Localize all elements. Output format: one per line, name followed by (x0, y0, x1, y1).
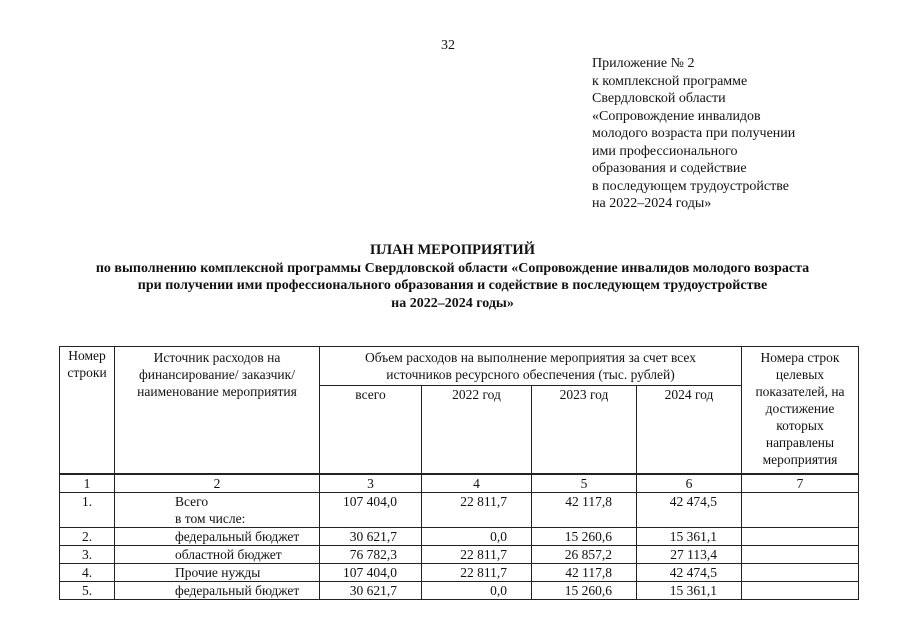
plan-table (59, 346, 859, 600)
appendix-line: на 2022–2024 годы» (592, 196, 712, 211)
header-targets: Номера строк целевых показателей, на достижение которых направлены мероприятия (742, 347, 859, 474)
header-2022: 2022 год (422, 386, 532, 474)
row-total: 107 404,0 (320, 492, 422, 527)
appendix-line: образования и содействие (592, 161, 747, 176)
table-row (60, 581, 859, 599)
row-total: 30 621,7 (320, 581, 422, 599)
appendix-block (592, 55, 852, 213)
column-index: 1 (60, 474, 115, 493)
column-index-row (60, 474, 859, 493)
appendix-line: в последующем трудоустройстве (592, 178, 789, 194)
row-2022: 22 811,7 (422, 563, 532, 581)
header-2024: 2024 год (637, 386, 742, 474)
title-line: при получении ими профессионального образования и содействие в последующем трудоустройстве (137, 278, 768, 293)
row-targets (742, 527, 859, 545)
row-name: областной бюджет (115, 545, 320, 563)
header-source: Источник расходов на финансирование/ заказчик/наименование мероприятия (115, 347, 320, 474)
document-title (40, 242, 865, 312)
row-2023: 15 260,6 (532, 527, 637, 545)
row-2023: 42 117,8 (532, 563, 637, 581)
header-2023: 2023 год (532, 386, 637, 474)
column-index: 5 (532, 474, 637, 493)
row-number: 2. (60, 527, 115, 545)
appendix-line: к комплексной программе (592, 73, 748, 89)
row-targets (742, 545, 859, 563)
header-volume: Объем расходов на выполнение мероприятия за счет всех источников ресурсного обеспечения (тыс. рублей) (320, 347, 742, 386)
row-number: 4. (60, 563, 115, 581)
row-total: 30 621,7 (320, 527, 422, 545)
row-subtitle: в том числе: (175, 510, 246, 526)
appendix-line: «Сопровождение инвалидов (592, 108, 761, 124)
title-main: ПЛАН МЕРОПРИЯТИЙ (370, 242, 535, 258)
title-line: по выполнению комплексной программы Свердловской области «Сопровождение инвалидов молодого возраста (95, 260, 810, 276)
appendix-line: Приложение № 2 (592, 56, 695, 71)
column-index: 7 (742, 474, 859, 493)
title-line: на 2022–2024 годы» (391, 295, 514, 311)
row-number: 1. (60, 492, 115, 527)
column-index: 2 (115, 474, 320, 493)
row-number: 3. (60, 545, 115, 563)
appendix-line: Свердловской области (592, 91, 726, 106)
row-total: 76 782,3 (320, 545, 422, 563)
row-source (115, 492, 320, 527)
column-index: 6 (637, 474, 742, 493)
row-targets (742, 581, 859, 599)
column-index: 4 (422, 474, 532, 493)
row-2022: 0,0 (422, 527, 532, 545)
column-index: 3 (320, 474, 422, 493)
header-total: всего (320, 386, 422, 474)
row-name: Прочие нужды (115, 563, 320, 581)
row-targets (742, 492, 859, 527)
row-name: федеральный бюджет (115, 527, 320, 545)
row-2023: 26 857,2 (532, 545, 637, 563)
row-2022: 0,0 (422, 581, 532, 599)
row-2022: 22 811,7 (422, 492, 532, 527)
row-2024: 42 474,5 (637, 563, 742, 581)
table-row (60, 527, 859, 545)
appendix-line: молодого возраста при получении (592, 126, 796, 141)
table-row (60, 563, 859, 581)
row-2024: 15 361,1 (637, 527, 742, 545)
appendix-line: ими профессионального (592, 143, 738, 159)
row-2023: 42 117,8 (532, 492, 637, 527)
table-row (60, 492, 859, 527)
row-2023: 15 260,6 (532, 581, 637, 599)
row-2024: 27 113,4 (637, 545, 742, 563)
table-row (60, 545, 859, 563)
row-total: 107 404,0 (320, 563, 422, 581)
row-2024: 15 361,1 (637, 581, 742, 599)
row-number: 5. (60, 581, 115, 599)
row-name: федеральный бюджет (115, 581, 320, 599)
page-number: 32 (441, 38, 455, 53)
row-2022: 22 811,7 (422, 545, 532, 563)
row-name: Всего (175, 493, 209, 509)
row-2024: 42 474,5 (637, 492, 742, 527)
header-row-number: Номер строки (60, 347, 115, 474)
row-targets (742, 563, 859, 581)
